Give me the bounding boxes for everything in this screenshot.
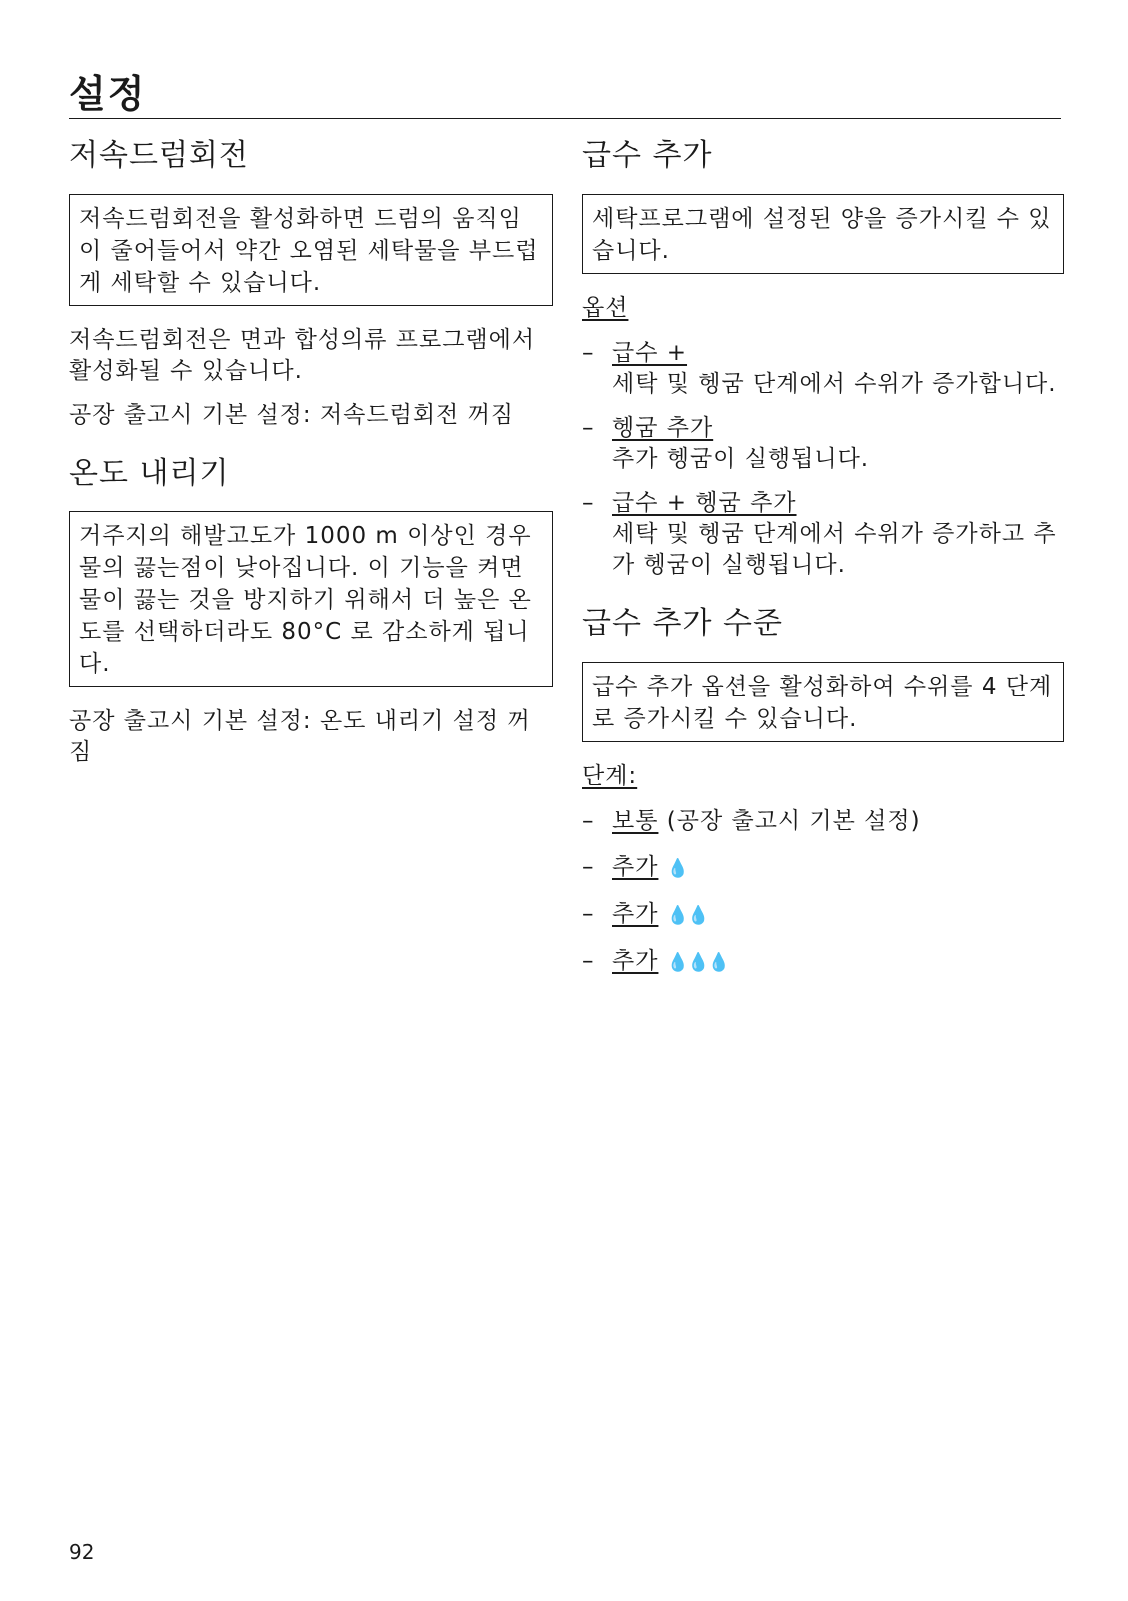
option-desc: 세탁 및 헹굼 단계에서 수위가 증가합니다. — [612, 371, 1057, 397]
list-item — [582, 338, 1064, 400]
info-box-water-level: 급수 추가 옵션을 활성화하여 수위를 4 단계로 증가시킬 수 있습니다. — [582, 662, 1064, 742]
water-drop-icon: 💧💧 — [666, 905, 708, 926]
section-heading-temperature: 온도 내리기 — [69, 456, 230, 491]
list-item — [582, 852, 1064, 884]
option-name: 급수 + — [612, 340, 688, 366]
levels-list — [582, 806, 1064, 978]
section-heading-water-level: 급수 추가 수준 — [582, 606, 783, 641]
left-column — [69, 134, 553, 768]
drum-paragraph: 저속드럼회전은 면과 합성의류 프로그램에서 활성화될 수 있습니다. — [69, 327, 536, 384]
section-heading-drum: 저속드럼회전 — [69, 138, 249, 173]
temperature-default-setting: 공장 출고시 기본 설정: 온도 내리기 설정 꺼짐 — [69, 708, 531, 765]
page-title: 설정 — [69, 72, 147, 116]
right-column — [582, 134, 1064, 978]
list-item — [582, 413, 1064, 475]
page-number: 92 — [69, 1540, 95, 1564]
level-name: 추가 — [612, 854, 659, 880]
list-item — [582, 899, 1064, 931]
level-name: 추가 — [612, 901, 659, 927]
water-drop-icon: 💧 — [666, 858, 688, 879]
list-item — [582, 488, 1064, 581]
section-heading-extra-water: 급수 추가 — [582, 138, 713, 173]
info-box-drum: 저속드럼회전을 활성화하면 드럼의 움직임이 줄어들어서 약간 오염된 세탁물을 부드럽게 세탁할 수 있습니다. — [69, 194, 553, 306]
options-list — [582, 338, 1064, 581]
info-box-extra-water: 세탁프로그램에 설정된 양을 증가시킬 수 있습니다. — [582, 194, 1064, 274]
options-label: 옵션 — [582, 295, 629, 321]
list-item — [582, 946, 1064, 978]
option-name: 헹굼 추가 — [612, 415, 714, 441]
levels-label: 단계: — [582, 763, 638, 789]
info-box-temperature: 거주지의 해발고도가 1000 m 이상인 경우 물의 끓는점이 낮아집니다. 이 기능을 켜면 물이 끓는 것을 방지하기 위해서 더 높은 온도를 선택하더라도 80°C 로 감소하게 됩니다. — [69, 511, 553, 687]
option-name: 급수 + 헹굼 추가 — [612, 490, 797, 516]
drum-default-setting: 공장 출고시 기본 설정: 저속드럼회전 꺼짐 — [69, 402, 515, 428]
list-item — [582, 806, 1064, 837]
option-desc: 추가 헹굼이 실행됩니다. — [612, 446, 870, 472]
title-divider — [69, 118, 1061, 119]
level-name: 추가 — [612, 948, 659, 974]
level-note: (공장 출고시 기본 설정) — [666, 808, 921, 834]
water-drop-icon: 💧💧💧 — [666, 952, 728, 973]
level-name: 보통 — [612, 808, 659, 834]
option-desc: 세탁 및 헹굼 단계에서 수위가 증가하고 추가 헹굼이 실행됩니다. — [612, 521, 1057, 578]
